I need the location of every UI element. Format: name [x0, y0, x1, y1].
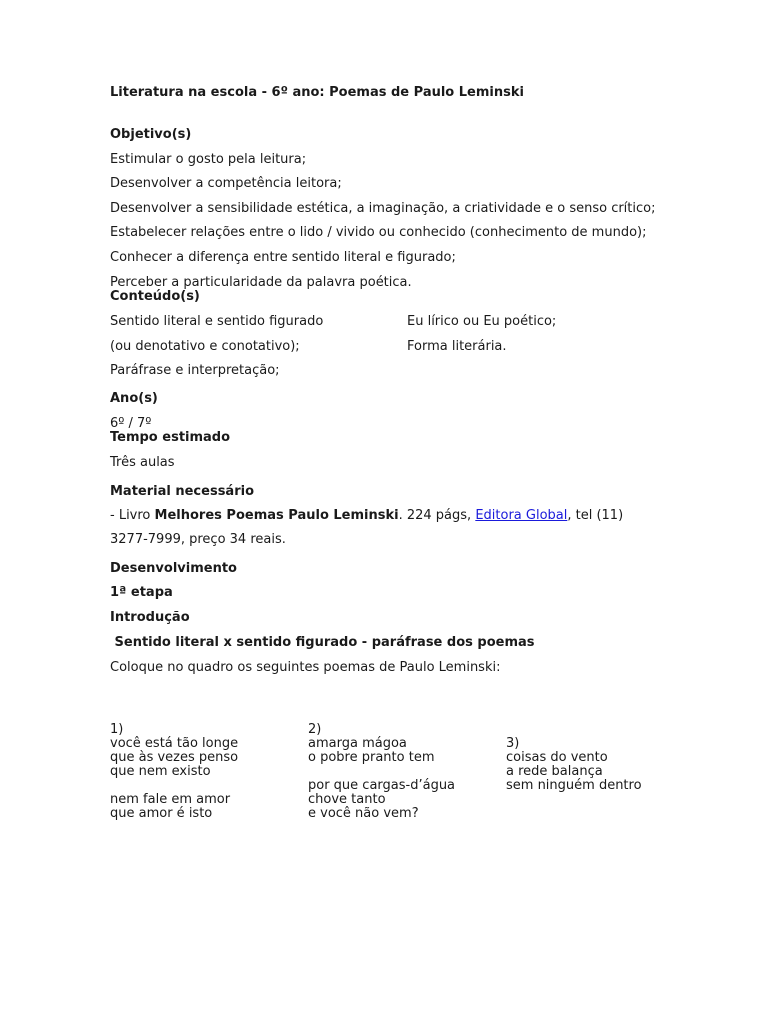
objetivos-heading: Objetivo(s)	[110, 127, 192, 142]
poem-number: 1)	[110, 722, 124, 737]
material-line	[110, 508, 623, 524]
poem-line: que às vezes penso	[110, 750, 239, 765]
poem-line: nem fale em amor	[110, 792, 231, 807]
poem-number: 3)	[506, 736, 520, 751]
poem-line	[308, 765, 455, 779]
conteudo-left-item: (ou denotativo e conotativo);	[110, 339, 300, 354]
material-heading: Material necessário	[110, 484, 255, 499]
anos-value: 6º / 7º	[110, 416, 152, 431]
section-subtitle: Sentido literal x sentido figurado - paráfrase dos poemas	[110, 635, 535, 650]
instruction-text: Coloque no quadro os seguintes poemas de Paulo Leminski:	[110, 660, 501, 675]
material-mid: . 224 págs,	[398, 508, 476, 523]
poem-line: por que cargas-d’água	[308, 778, 456, 793]
objetivo-item: Estabelecer relações entre o lido / vivido ou conhecido (conhecimento de mundo);	[110, 225, 647, 240]
conteudo-left-item: Paráfrase e interpretação;	[110, 363, 280, 378]
poem-line: a rede balança	[506, 764, 603, 779]
conteudo-right-item: Eu lírico ou Eu poético;	[407, 314, 557, 329]
poem-line: coisas do vento	[506, 750, 608, 765]
poem-2	[308, 723, 455, 821]
conteudos-heading: Conteúdo(s)	[110, 289, 200, 304]
tempo-value: Três aulas	[110, 455, 175, 470]
tempo-heading: Tempo estimado	[110, 430, 231, 445]
objetivo-item: Desenvolver a competência leitora;	[110, 176, 342, 191]
page-title: Literatura na escola - 6º ano: Poemas de Paulo Leminski	[110, 85, 524, 100]
poem-1	[110, 723, 238, 821]
objetivo-item: Conhecer a diferença entre sentido literal e figurado;	[110, 250, 456, 265]
conteudo-right-item: Forma literária.	[407, 339, 507, 354]
poem-number: 2)	[308, 722, 322, 737]
material-line-2: 3277-7999, preço 34 reais.	[110, 532, 286, 547]
poem-line: que nem existo	[110, 764, 211, 779]
poem-line: e você não vem?	[308, 806, 419, 821]
introducao-heading: Introdução	[110, 610, 190, 625]
desenvolvimento-heading: Desenvolvimento	[110, 561, 237, 576]
poem-line: o pobre pranto tem	[308, 750, 435, 765]
etapa-heading: 1ª etapa	[110, 585, 173, 600]
book-title: Melhores Poemas Paulo Leminski	[154, 508, 399, 523]
objetivo-item: Perceber a particularidade da palavra poética.	[110, 275, 412, 290]
poem-line: você está tão longe	[110, 736, 239, 751]
objetivo-item: Desenvolver a sensibilidade estética, a imaginação, a criatividade e o senso crítico;	[110, 201, 656, 216]
poem-line: sem ninguém dentro	[506, 778, 642, 793]
poem-line: que amor é isto	[110, 806, 213, 821]
poem-line: amarga mágoa	[308, 736, 407, 751]
poem-line	[110, 779, 238, 793]
anos-heading: Ano(s)	[110, 391, 158, 406]
material-prefix: - Livro	[110, 508, 155, 523]
material-suffix: , tel (11)	[567, 508, 624, 523]
conteudo-left-item: Sentido literal e sentido figurado	[110, 314, 324, 329]
poem-3	[506, 737, 642, 793]
poem-line: chove tanto	[308, 792, 386, 807]
objetivo-item: Estimular o gosto pela leitura;	[110, 152, 307, 167]
publisher-link[interactable]: Editora Global	[475, 508, 568, 523]
